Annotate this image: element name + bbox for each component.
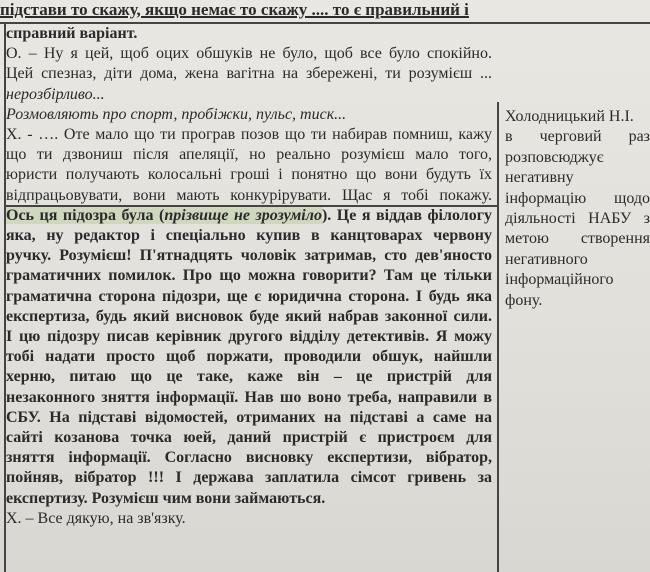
bold-line-1: яка, ну редактор і спеціально купив в канцтоварах червону: [6, 227, 492, 245]
bold-line-3: граматичних помилок. Про що можна говорити? Там це тільки: [6, 267, 492, 285]
bold-line-2: ручку. Розумієш! П'ятнадцять чоловік затримав, сто дев'яносто: [6, 247, 492, 265]
comment-line-4: негативну: [505, 169, 574, 187]
bold-line-12: зняття інформації. Согласно висновку експертизи, вібратор,: [6, 449, 492, 467]
line-1: справний варіант.: [6, 25, 138, 42]
comment-line-6: діяльності НАБУ з: [505, 210, 650, 228]
bold-line-13: пойняв, вібратор !!! І держава заплатила сімсот гривень за: [6, 469, 492, 487]
highlight-line: [6, 206, 492, 226]
comment-line-9: інформаційного: [505, 271, 614, 289]
line-5: Розмовляють про спорт, пробіжки, пульс, тиск...: [6, 105, 347, 123]
line-9: відпрацьовувати, вони мають конкурірувати. Щас я тобі покажу.: [6, 186, 492, 204]
comment-line-5: інформацію щодо: [505, 189, 650, 207]
bold-line-4: граматична сторона підозри, ще є юридична сторона. І будь яка: [6, 287, 492, 305]
bold-line-11: сайті козанова точка юей, даний пристрій є пристроєм для: [6, 429, 492, 447]
comment-line-2: в черговий раз: [505, 128, 650, 146]
line-4: нерозбірливо...: [6, 85, 105, 103]
bold-line-7: тобі надати просто щоб поржати, проводили обшук, найшли: [6, 348, 492, 366]
comment-line-8: негативного: [505, 250, 588, 268]
column-divider: [497, 102, 499, 572]
highlight-part-2: прізвище не зрозуміло: [164, 206, 322, 224]
bold-line-8: херню, питаю що це таке, каже він – це пристрій для: [6, 368, 492, 386]
comment-line-7: метою створення: [505, 230, 650, 248]
comment-line-1: Холодницький Н.І.: [505, 108, 634, 125]
bold-line-9: незаконного зняття інформації. Нав шо воно треба, направили в: [6, 388, 492, 406]
top-text-line: підстави то скажу, якщо немає то скажу .... то є правильний і: [0, 0, 469, 19]
comment-right-cell: [505, 107, 650, 311]
line-8: юристи получають колосальні гроші і понятно що вони будуть їх: [6, 166, 492, 184]
line-2: О. – Ну я цей, щоб оцих обшуків не було, щоб все було спокійно.: [6, 45, 492, 63]
closing-line: Х. – Все дякую, на зв'язку.: [6, 509, 186, 527]
highlight-part-3: ). Це я віддав філологу: [321, 206, 492, 224]
highlight-part-1: Ось ця підозра була (: [6, 206, 165, 224]
comment-line-10: фону.: [505, 291, 543, 309]
bold-line-5: експертиза, будь який висновок буде який набрав законної сили.: [6, 307, 492, 325]
line-6: Х. - …. Оте мало що ти програв позов що ти набирав помниш, кажу: [6, 126, 492, 144]
comment-line-3: розповсюджує: [505, 148, 604, 166]
bold-line-6: І цю підозру писав керівник другого відділу детективів. Я можу: [6, 328, 492, 346]
line-3: Цей спезназ, діти дома, жена вагітна на збережені, ти розумієш ...: [6, 65, 492, 83]
line-7: що ти дзвониш після апеляції, но реально розумієш мало того,: [6, 146, 492, 164]
transcript-table: [0, 22, 650, 572]
transcript-left-cell: [6, 24, 492, 529]
bold-line-14: експертизу. Розумієш чим вони займаються.: [6, 489, 326, 507]
bold-line-10: СБУ. На підставі відомостей, отриманих на підставі а саме на: [6, 408, 492, 426]
